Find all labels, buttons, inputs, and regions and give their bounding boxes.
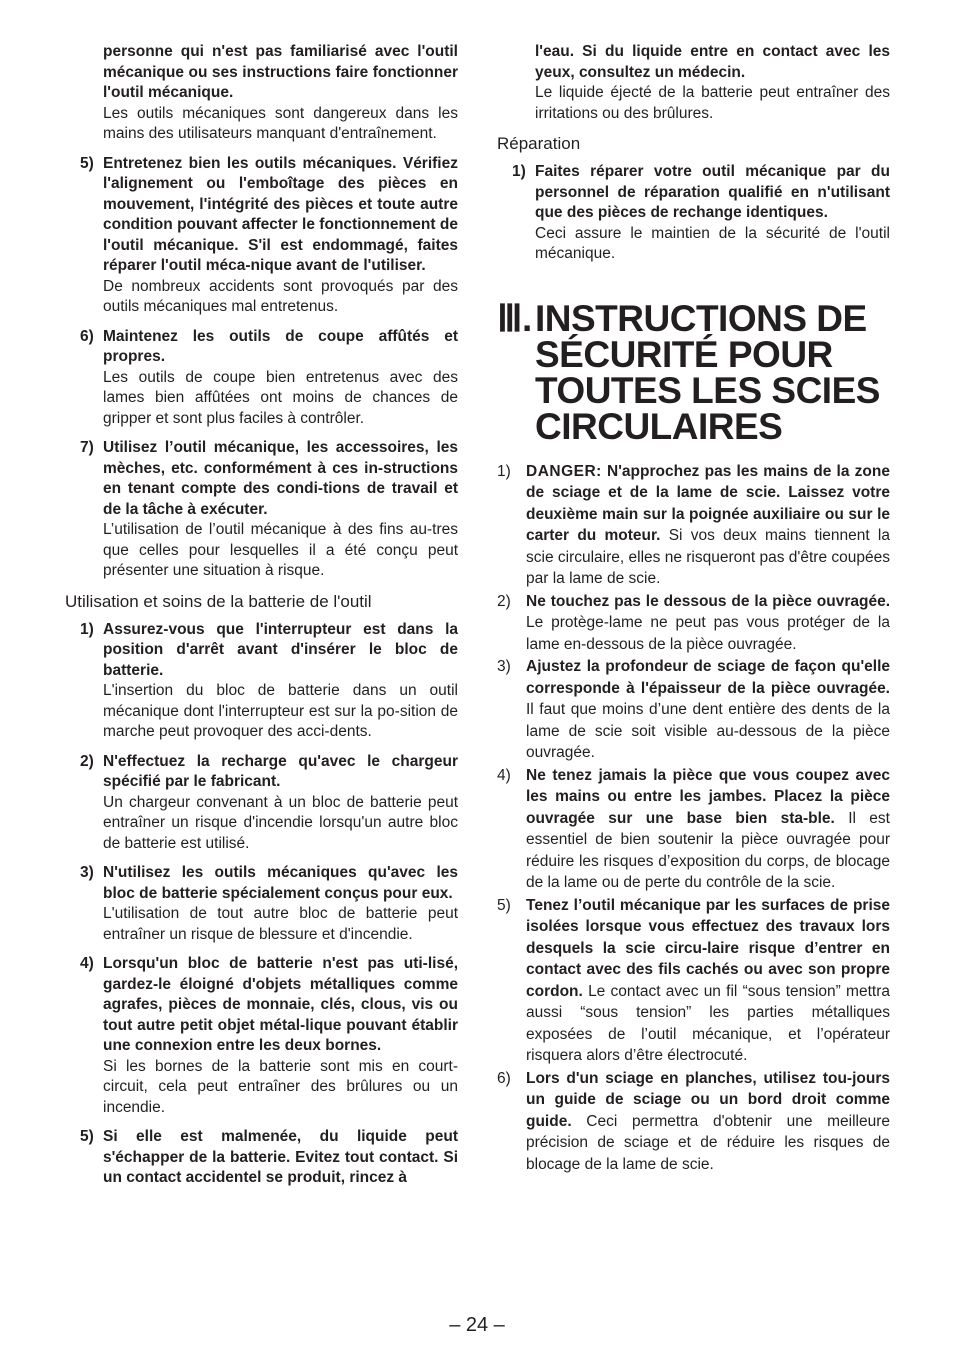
battery-item-4	[65, 954, 458, 1118]
item-5-bold-text: l'eau. Si du liquide entre en contact avec les yeux, consultez un médecin.	[535, 43, 890, 81]
item-explanation: Ceci assure le maintien de la sécurité de l'outil mécanique.	[535, 224, 890, 262]
item-number: 2)	[80, 752, 94, 770]
item-number: 6)	[80, 327, 94, 345]
item-explanation: Le contact avec un fil “sous tension” mettra aussi “sous tension” les parties métalliques exposées de l’outil mécanique, et l’opérateur risquera alors d’être électrocuté.	[526, 982, 890, 1064]
repair-item-1	[497, 162, 890, 265]
item-number: 1)	[512, 163, 526, 180]
page-number: – 24 –	[449, 1314, 505, 1336]
right-column	[497, 42, 890, 1176]
battery-section-heading: Utilisation et soins de la batterie de l'outil	[65, 591, 372, 611]
item-5-explanation: Le liquide éjecté de la batterie peut entraîner des irritations ou des brûlures.	[535, 84, 890, 122]
danger-label: DANGER:	[526, 462, 602, 480]
saw-item-4	[497, 765, 890, 894]
item-instruction: Ne touchez pas le dessous de la pièce ouvragée.	[526, 592, 890, 610]
item-number: 5)	[80, 154, 94, 172]
continued-item-4	[65, 42, 458, 145]
item-explanation: Il faut que moins d’une dent entière des dents de la lame de scie soit visible au-dessous de la pièce ouvragée.	[526, 701, 890, 761]
item-instruction: Faites réparer votre outil mécanique par du personnel de réparation qualifié en n'utilisant que des pièces de rechange identiques.	[535, 163, 890, 221]
saw-item-5	[497, 895, 890, 1067]
battery-item-5	[65, 1127, 458, 1189]
item-explanation: Le protège-lame ne peut pas vous protéger de la lame en-dessous de la pièce ouvragée.	[526, 614, 890, 653]
saw-item-1	[497, 461, 890, 590]
repair-heading: Réparation	[497, 134, 581, 153]
item-instruction: Ajustez la profondeur de sciage de façon qu'elle corresponde à l'épaisseur de la pièce ouvragée.	[526, 658, 890, 697]
battery-item-2	[65, 752, 458, 855]
saw-item-3	[497, 656, 890, 764]
item-instruction: N'effectuez la recharge qu'avec le chargeur spécifié par le fabricant.	[103, 752, 458, 790]
continued-battery-item-5	[497, 42, 890, 124]
item-explanation: Si les bornes de la batterie sont mis en court-circuit, cela peut entraîner des brûlures ou un incendie.	[103, 1057, 458, 1116]
item-instruction: Ne tenez jamais la pièce que vous coupez avec les mains ou entre les jambes. Placez la pièce ouvragée sur une base bien sta-ble.	[526, 766, 890, 827]
section-roman-numeral: Ⅲ.	[497, 297, 532, 339]
item-number: 6)	[497, 1069, 511, 1087]
battery-item-1	[65, 620, 458, 743]
list-item-6	[65, 327, 458, 430]
item-4-bold-text: personne qui n'est pas familiarisé avec l'outil mécanique ou ses instructions faire fonctionner l'outil mécanique.	[103, 43, 458, 101]
item-number: 3)	[497, 658, 511, 675]
item-explanation: Un chargeur convenant à un bloc de batterie peut entraîner un risque d'incendie lorsqu'un autre bloc de batterie est utilisé.	[103, 793, 458, 852]
battery-item-3	[65, 863, 458, 945]
item-instruction: Utilisez l’outil mécanique, les accessoires, les mèches, etc. conformément à ces in-structions en tenant compte des condi-tions de travail et de la tâche à exécuter.	[103, 439, 458, 518]
item-number: 2)	[497, 592, 511, 610]
item-instruction: Si elle est malmenée, du liquide peut s'échapper de la batterie. Evitez tout contact. Si un contact accidentel se produit, rincez à	[103, 1128, 458, 1186]
saw-item-6	[497, 1068, 890, 1176]
item-instruction: Maintenez les outils de coupe affûtés et propres.	[103, 327, 458, 365]
item-number: 7)	[80, 439, 94, 456]
item-number: 1)	[497, 462, 511, 480]
item-explanation: Il est essentiel de bien soutenir la pièce ouvragée pour réduire les risques d’exposition du corps, de blocage de la lame ou de perte du contrôle de la scie.	[526, 809, 890, 891]
item-4-explanation: Les outils mécaniques sont dangereux dans les mains des utilisateurs manquant d'entraînement.	[103, 104, 458, 142]
left-column	[65, 42, 458, 1198]
saw-item-2	[497, 591, 890, 656]
item-number: 3)	[80, 864, 94, 881]
section-title-text: INSTRUCTIONS DE SÉCURITÉ POUR TOUTES LES SCIES CIRCULAIRES	[535, 297, 880, 447]
item-instruction: N'approchez pas les mains de la zone de sciage et de la lame de scie. Laissez votre deuxième main sur la poignée auxiliaire ou sur le carter du moteur.	[526, 462, 890, 544]
item-instruction: Entretenez bien les outils mécaniques. Vérifiez l'alignement ou l'emboîtage des pièces en mouvement, l'intégrité des pièces et toute autre condition pouvant affecter le fonctionnement de l'outil mécanique. S'il est endommagé, faites réparer l'outil méca-nique avant de l'utiliser.	[103, 154, 458, 274]
section-title	[497, 297, 890, 447]
item-number: 4)	[80, 955, 94, 972]
item-explanation: L'utilisation de tout autre bloc de batterie peut entraîner un risque de blessure et d'incendie.	[103, 905, 458, 943]
item-explanation: Si vos deux mains tiennent la scie circulaire, elles ne risqueront pas d'être coupées par la lame de scie.	[526, 527, 890, 587]
item-instruction: Lorsqu'un bloc de batterie n'est pas uti-lisé, gardez-le éloigné d'objets métalliques comme agrafes, pièces de monnaie, clés, clous, vis ou tout autre petit objet métal-lique pouvant établir une connexion entre les deux bornes.	[103, 955, 458, 1054]
item-instruction: Assurez-vous que l'interrupteur est dans la position d'arrêt avant d'insérer le bloc de batterie.	[103, 620, 458, 679]
item-number: 5)	[497, 896, 511, 914]
item-instruction: Lors d'un sciage en planches, utilisez tou-jours un guide de sciage ou un bord droit comme guide.	[526, 1069, 890, 1130]
item-number: 5)	[80, 1128, 94, 1145]
item-explanation: Les outils de coupe bien entretenus avec des lames bien affûtées ont moins de chances de gripper et sont plus faciles à contrôler.	[103, 368, 458, 427]
item-number: 4)	[497, 766, 511, 784]
item-explanation: De nombreux accidents sont provoqués par des outils mécaniques mal entretenus.	[103, 277, 458, 315]
item-explanation: L'insertion du bloc de batterie dans un outil mécanique dont l'interrupteur est sur la po-sition de marche peut provoquer des acci-dents.	[103, 682, 458, 740]
item-instruction: Tenez l’outil mécanique par les surfaces de prise isolées lorsque vous effectuez des travaux lors desquels la scie circu-laire risque d’entrer en contact avec des fils cachés ou avec son propre cordon.	[526, 896, 890, 1000]
item-explanation: L’utilisation de l’outil mécanique à des fins au-tres que celles pour lesquelles il a été conçu peut présenter une situation à risque.	[103, 521, 458, 579]
item-instruction: N'utilisez les outils mécaniques qu'avec les bloc de batterie spécialement conçus pour eux.	[103, 864, 458, 902]
list-item-5	[65, 154, 458, 318]
item-number: 1)	[80, 620, 94, 638]
item-explanation: Ceci permettra d'obtenir une meilleure précision de sciage et de réduire les risques de blocage de la lame de scie.	[526, 1112, 890, 1173]
list-item-7	[65, 438, 458, 582]
